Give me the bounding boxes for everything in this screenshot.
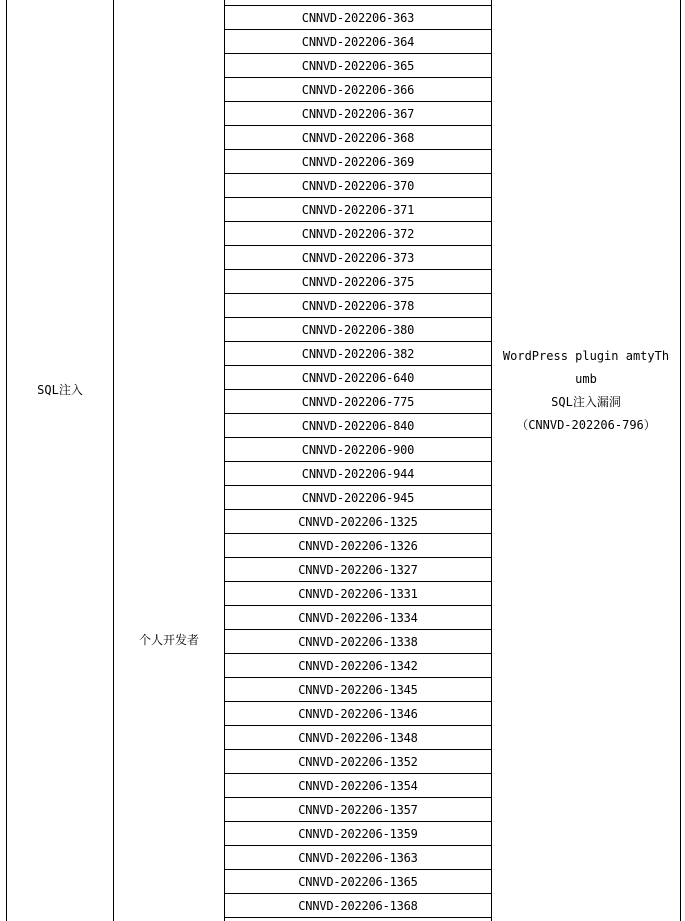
cve-id-row: CNNVD-202206-775 [225,390,491,414]
table-border-left [6,0,7,921]
cve-id-row: CNNVD-202206-373 [225,246,491,270]
cve-id-row: CNNVD-202206-1326 [225,534,491,558]
vulnerability-type-cell: SQL注入 [37,383,83,397]
cve-id-row: CNNVD-202206-640 [225,366,491,390]
cve-id-row: CNNVD-202206-1368 [225,894,491,918]
cve-id-row: CNNVD-202206-378 [225,294,491,318]
column-divider-1 [113,0,114,921]
cve-id-row: CNNVD-202206-1327 [225,558,491,582]
cve-id-list [225,0,491,921]
cve-id-row: CNNVD-202206-1359 [225,822,491,846]
cve-id-row: CNNVD-202206-1348 [225,726,491,750]
description-line-2: umb [575,372,597,386]
cve-id-row: CNNVD-202206-1345 [225,678,491,702]
cve-id-row: CNNVD-202206-370 [225,174,491,198]
cve-id-row: CNNVD-202206-382 [225,342,491,366]
cve-id-row: CNNVD-202206-1352 [225,750,491,774]
cve-id-row: CNNVD-202206-1346 [225,702,491,726]
table-border-right [680,0,681,921]
cve-id-row: CNNVD-202206-1342 [225,654,491,678]
cve-id-row: CNNVD-202206-363 [225,6,491,30]
cve-id-row: CNNVD-202206-1331 [225,582,491,606]
column-divider-3 [491,0,492,921]
cve-id-row: CNNVD-202206-369 [225,150,491,174]
cve-id-row: CNNVD-202206-900 [225,438,491,462]
description-line-1: WordPress plugin amtyTh [502,349,670,363]
description-line-4: （CNNVD-202206-796） [516,418,656,432]
cve-id-row: CNNVD-202206-372 [225,222,491,246]
cve-id-row: CNNVD-202206-371 [225,198,491,222]
vulnerability-description-cell [492,345,680,437]
cve-id-row: CNNVD-202206-365 [225,54,491,78]
vendor-cell: 个人开发者 [138,633,199,647]
cve-id-row: CNNVD-202206-380 [225,318,491,342]
cve-id-row: CNNVD-202206-1357 [225,798,491,822]
cve-id-row: CNNVD-202206-1365 [225,870,491,894]
description-line-3: SQL注入漏洞 [551,395,621,409]
cve-id-row: CNNVD-202206-944 [225,462,491,486]
cve-id-row: CNNVD-202206-367 [225,102,491,126]
cve-id-row: CNNVD-202206-368 [225,126,491,150]
cve-id-row: CNNVD-202206-840 [225,414,491,438]
cve-id-row: CNNVD-202206-375 [225,270,491,294]
cve-id-row: CNNVD-202206-1363 [225,846,491,870]
cve-id-row: CNNVD-202206-1334 [225,606,491,630]
cve-id-row: CNNVD-202206-364 [225,30,491,54]
cve-id-row: CNNVD-202206-1338 [225,630,491,654]
cve-id-row: CNNVD-202206-1354 [225,774,491,798]
cve-id-row: CNNVD-202206-366 [225,78,491,102]
cve-id-row: CNNVD-202206-1325 [225,510,491,534]
cve-id-row: CNNVD-202206-945 [225,486,491,510]
